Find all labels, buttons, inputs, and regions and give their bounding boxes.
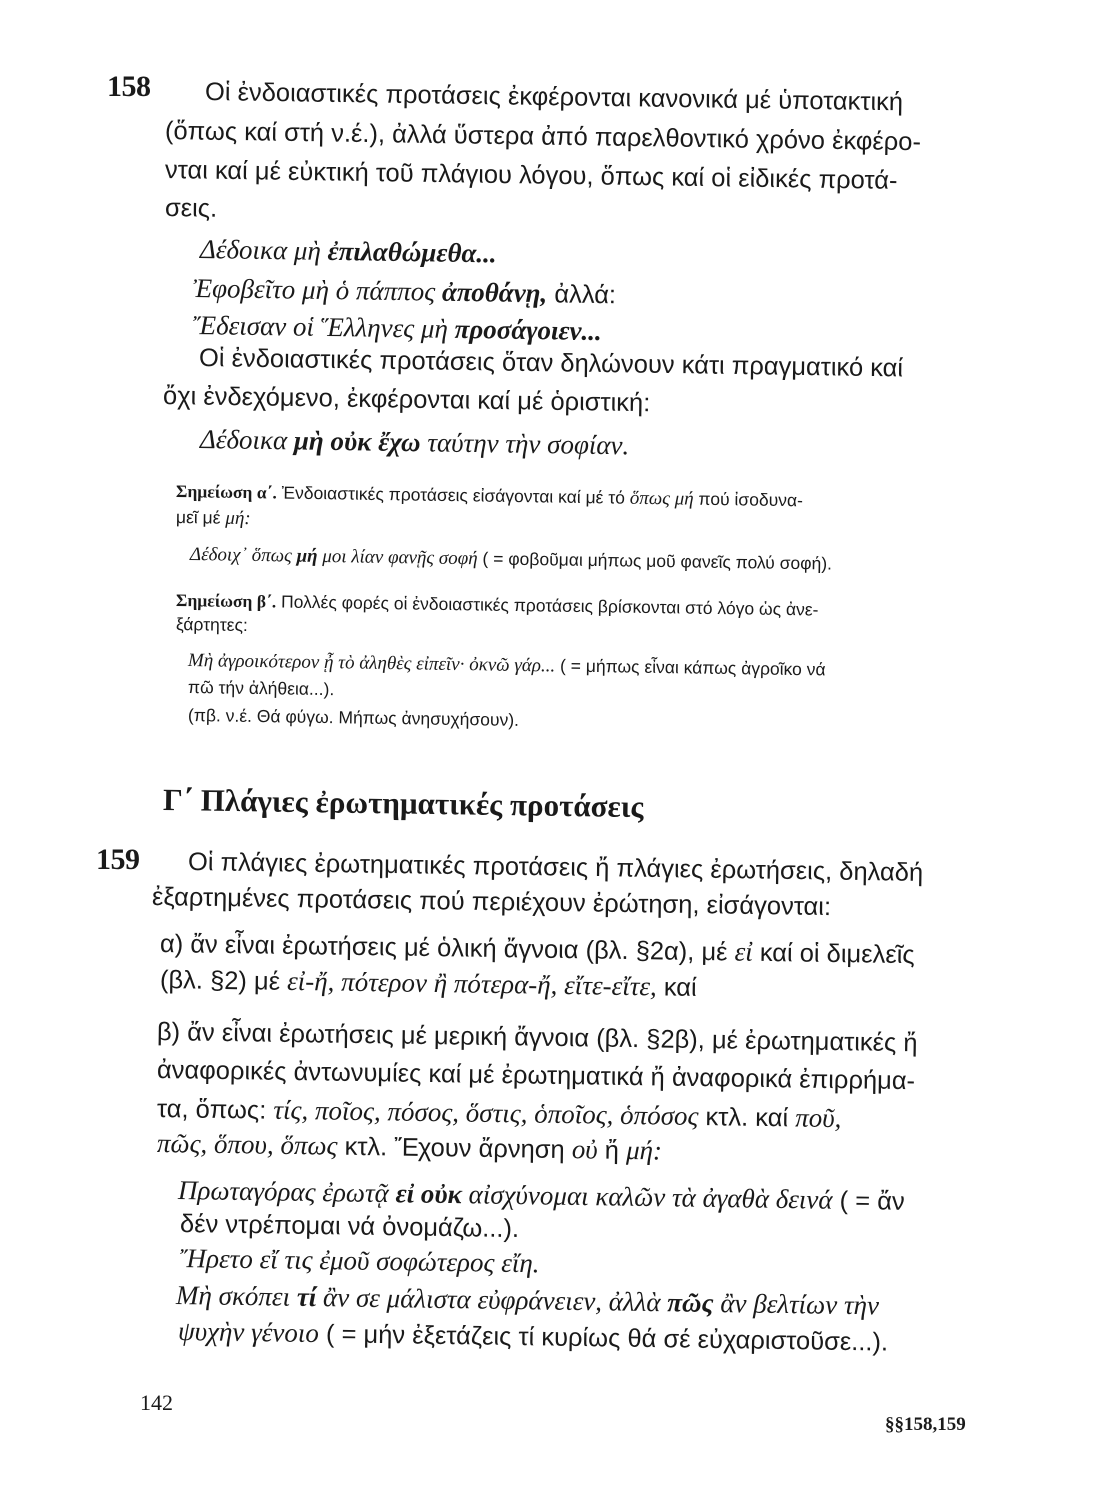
item-text: κτλ. καί bbox=[698, 1103, 796, 1133]
note-label: Σημείωση α΄. bbox=[175, 481, 277, 503]
example-emphasis: πῶς bbox=[667, 1287, 714, 1318]
note-example: Δέδοιχ᾽ ὅπως bbox=[189, 544, 297, 567]
example-emphasis: ἀποθάνῃ, bbox=[441, 276, 548, 309]
paragraph-line: νται καί μέ εὐκτική τοῦ πλάγιου λόγου, ὅπως καί οἱ εἰδικές προτά- bbox=[164, 156, 898, 195]
note-example: μοι λίαν φανῇς σοφή bbox=[317, 545, 478, 570]
example-line bbox=[193, 310, 602, 347]
example-line: Ἤρετο εἴ τις ἐμοῦ σοφώτερος εἴη. bbox=[179, 1243, 540, 1279]
note-b-line bbox=[176, 590, 819, 621]
item-italic: οὐ bbox=[571, 1134, 598, 1165]
note-b-example: πῶ τήν ἀλήθεια...). bbox=[187, 677, 335, 700]
example-text: ψυχὴν γένοιο bbox=[177, 1316, 320, 1349]
paragraph-line: σεις. bbox=[164, 194, 218, 223]
page-number: 142 bbox=[140, 1390, 173, 1415]
paragraph-line: ἐξαρτημένες προτάσεις πού περιέχουν ἐρώτηση, εἰσάγονται: bbox=[151, 883, 832, 922]
example-text: Δέδοικα μὴ bbox=[199, 234, 328, 266]
example-line bbox=[178, 1175, 905, 1217]
note-b-example bbox=[188, 650, 826, 681]
example-text: Πρωταγόρας ἐρωτᾷ bbox=[177, 1175, 396, 1209]
paragraph-line: (ὅπως καί στή ν.έ.), ἀλλά ὕστερα ἀπό παρελθοντικό χρόνο ἐκφέρο- bbox=[164, 117, 922, 157]
item-text: ἤ bbox=[597, 1136, 627, 1165]
item-text: α) ἄν εἶναι ἐρωτήσεις μέ ὁλική ἄγνοια (βλ. §2α), μέ bbox=[159, 930, 735, 967]
example-translation: ( = ἄν bbox=[832, 1186, 905, 1216]
example-text: Μὴ σκόπει bbox=[175, 1280, 298, 1312]
paragraph-line: Οἱ πλάγιες ἐρωτηματικές προτάσεις ἤ πλάγιες ἐρωτήσεις, δηλαδή bbox=[187, 848, 924, 887]
note-example: Μὴ ἀγροικότερον ᾖ τὸ ἀληθὲς εἰπεῖν· ὀκνῶ γάρ... bbox=[187, 650, 556, 677]
item-text: κτλ. Ἔχουν ἄρνηση bbox=[337, 1132, 573, 1165]
section-number-158: 158 bbox=[107, 70, 151, 103]
example-emphasis: εἰ οὐκ bbox=[395, 1178, 463, 1210]
item-b-line: ἀναφορικές ἀντωνυμίες καί μέ ἐρωτηματικά ἤ ἀναφορικά ἐπιρρήμα- bbox=[156, 1056, 916, 1096]
note-italic: μή: bbox=[225, 507, 251, 530]
paragraph-line: Οἱ ἐνδοιαστικές προτάσεις ἐκφέρονται κανονικά μέ ὑποτακτική bbox=[204, 78, 904, 117]
note-a-example bbox=[190, 544, 832, 576]
example-emphasis: ἐπιλαθώμεθα... bbox=[327, 235, 497, 269]
example-emphasis: προσάγοιεν... bbox=[454, 313, 603, 347]
note-b-line: ξάρτητες: bbox=[175, 614, 249, 636]
item-a-line bbox=[160, 928, 915, 970]
example-text: ταύτην τὴν σοφίαν. bbox=[420, 427, 630, 461]
note-b-example: (πβ. ν.έ. Θά φύγω. Μήπως ἀνησυχήσουν). bbox=[187, 705, 520, 730]
item-text: καί bbox=[656, 973, 697, 1002]
example-text: Ἔδεισαν οἱ Ἕλληνες μὴ bbox=[192, 310, 455, 344]
example-line: δέν ντρέπομαι νά ὀνομάζω...). bbox=[179, 1210, 520, 1244]
item-b-line bbox=[157, 1128, 662, 1166]
note-translation: ( = φοβοῦμαι μήπως μοῦ φανεῖς πολύ σοφή). bbox=[477, 548, 833, 574]
item-b-line bbox=[157, 1093, 842, 1134]
item-text: (βλ. §2) μέ bbox=[159, 966, 288, 996]
example-line bbox=[176, 1280, 879, 1321]
example-emphasis: τί bbox=[296, 1281, 317, 1313]
note-text: πού ἰσοδυνα- bbox=[693, 488, 804, 511]
note-label: Σημείωση β΄. bbox=[175, 590, 277, 612]
note-translation: ( = μήπως εἶναι κάπως ἀγροῖκο νά bbox=[555, 655, 826, 680]
note-italic: ὅπως μή bbox=[629, 487, 694, 510]
item-italic: ποῦ, bbox=[795, 1102, 842, 1134]
section-number-159: 159 bbox=[96, 843, 140, 876]
example-text: αἰσχύνομαι καλῶν τὰ ἀγαθὰ δεινά bbox=[461, 1179, 833, 1215]
item-italic: εἰ-ἤ, πότερον ἢ πότερα-ἤ, εἴτε-εἴτε, bbox=[286, 965, 658, 1002]
note-text: μεῖ μέ bbox=[175, 507, 226, 528]
item-text: καί οἱ διμελεῖς bbox=[752, 938, 915, 970]
item-italic: εἰ bbox=[734, 936, 753, 967]
item-b-line: β) ἄν εἶναι ἐρωτήσεις μέ μερική ἄγνοια (βλ. §2β), μέ ἐρωτηματικές ἤ bbox=[156, 1018, 918, 1058]
note-example-emphasis: μή bbox=[296, 545, 318, 567]
example-text: ἂν βελτίων τὴν bbox=[713, 1287, 880, 1321]
example-emphasis: μὴ οὐκ ἔχω bbox=[293, 425, 421, 458]
example-line bbox=[200, 424, 630, 461]
item-italic: τίς, ποῖος, πόσος, ὅστις, ὁποῖος, ὁπόσος bbox=[273, 1094, 699, 1132]
running-head: §§158,159 bbox=[885, 1414, 966, 1435]
example-text: ἀλλά: bbox=[547, 280, 617, 310]
paragraph-line: Οἱ ἐνδοιαστικές προτάσεις ὅταν δηλώνουν κάτι πραγματικό καί bbox=[198, 344, 904, 383]
example-text: ἂν σε μάλιστα εὐφράνειεν, ἀλλὰ bbox=[316, 1282, 668, 1318]
note-text: Ἐνδοιαστικές προτάσεις εἰσάγονται καί μέ τό bbox=[276, 482, 630, 508]
example-line bbox=[200, 234, 497, 269]
example-text: Ἐφοβεῖτο μὴ ὁ πάππος bbox=[192, 273, 443, 307]
item-text: τα, ὅπως: bbox=[156, 1095, 274, 1125]
example-line bbox=[193, 273, 616, 310]
section-heading: Γ΄ Πλάγιες ἐρωτηματικές προτάσεις bbox=[162, 782, 644, 825]
item-a-line bbox=[160, 964, 697, 1003]
note-text: Πολλές φορές οἱ ἐνδοιαστικές προτάσεις βρίσκονται στό λόγο ὡς ἀνε- bbox=[276, 591, 819, 620]
note-a-line bbox=[176, 481, 803, 512]
paragraph-line: ὄχι ἐνδεχόμενο, ἐκφέρονται καί μέ ὁριστική: bbox=[162, 382, 651, 418]
item-italic: μή: bbox=[625, 1134, 663, 1166]
example-text: Δέδοικα bbox=[199, 424, 295, 456]
item-italic: πῶς, ὅπου, ὅπως bbox=[156, 1128, 338, 1161]
example-translation: ( = μήν ἐξετάζεις τί κυρίως θά σέ εὐχαριστοῦσε...). bbox=[318, 1320, 889, 1357]
example-line bbox=[178, 1316, 889, 1358]
note-a-line bbox=[176, 507, 251, 530]
